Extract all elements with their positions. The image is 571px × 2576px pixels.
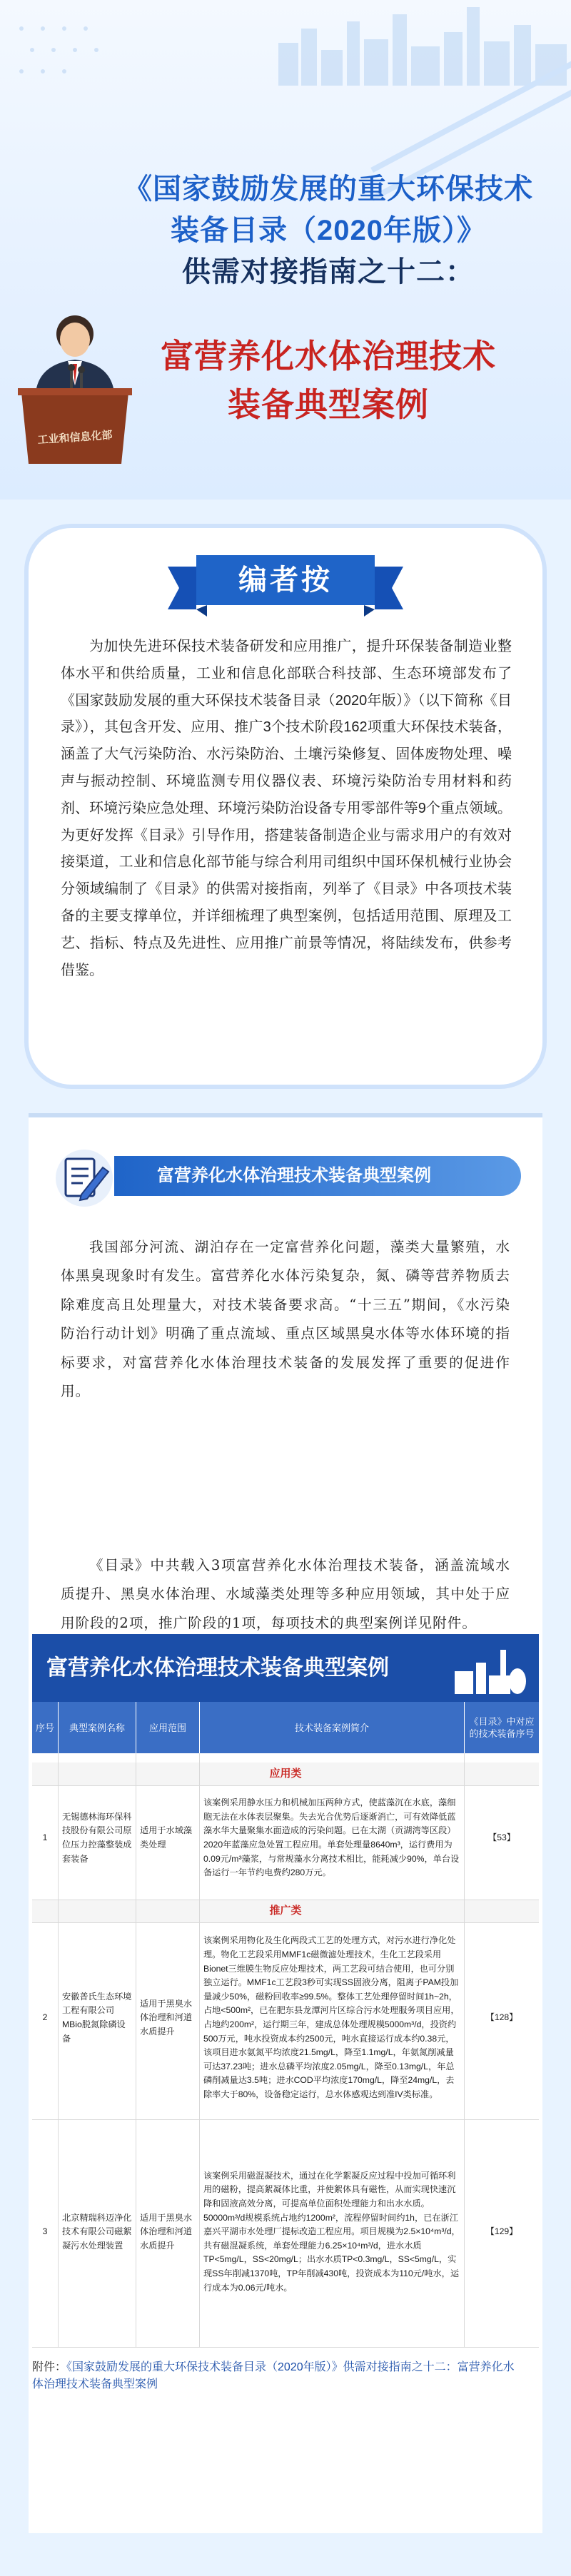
hero-title-line3: 供需对接指南之十二： [182,256,475,288]
header-case-name: 典型案例名称 [59,1702,136,1753]
hero-title-line2: 装备目录（2020年版）》 [171,215,486,246]
hero-banner [0,0,571,500]
podium-label: 工业和信息化部 [37,429,113,447]
row1-name: 无锡德林海环保科技股份有限公司原位压力控藻整装成套装备 [62,1811,132,1864]
row1-ref: 【53】 [488,1832,515,1843]
hero-subtitle-line1: 富营养化水体治理技术 [161,338,496,375]
section-paragraph-2: 《目录》中共载入3项富营养化水体治理技术装备，涵盖流域水质提升、黑臭水体治理、水域藻类处理等多种应用领域，其中处于应用阶段的2项，推广阶段的1项，每项技术的典型案例详见附件。 [61,1557,510,1631]
table-title-bar [32,1634,539,1702]
row1-scope: 适用于水域藻类处理 [140,1825,193,1850]
editor-note-card [29,528,542,1085]
row1-description: 该案例采用静水压力和机械加压两种方式，使蓝藻沉在水底，藻细胞无法在水体表层聚集。失去光合优势后逐渐消亡，可有效降低蓝藻水华大量聚集水面造成的污染问题。已在太湖（贡湖湾等区段）2020年蓝藻应急处置工程应用。单套处理量8640m³，运行费用为0.09元/m³藻浆，与常规藻水分离技术相比，能耗减少90%，单台设备运行一年节约电费约280万元。 [203,1797,460,1878]
footnote [32,2359,517,2393]
header-no: 序号 [32,1702,58,1753]
editor-note-heading: 编者按 [238,564,333,596]
grid-line [464,1753,465,2348]
section-paragraph-1: 我国部分河流、湖泊存在一定富营养化问题，藻类大量繁殖，水体黑臭现象时有发生。富营养化水体污染复杂，氮、磷等营养物质去除难度高且处理量大，对技术装备要求高。“十三五”期间，《水污染防治行动计划》明确了重点流域、重点区域黑臭水体等水体环境的指标要求，对富营养化水体治理技术装备的发展发挥了重要的促进作用。 [61,1239,510,1400]
grid-line [199,1753,200,2348]
podium-speaker-illustration [7,300,143,471]
row2-name: 安徽普氏生态环境工程有限公司MBio脱氮除磷设备 [62,1991,132,2044]
grid-line [32,1785,539,1786]
row2-description: 该案例采用物化及生化两段式工艺的处理方式，对污水进行净化处理。物化工艺段采用MMF1c磁微滤处理技术，生化工艺段采用Bionet三维膜生物反应处理技术，两工艺段可结合使用，也可分别独立运行。MMF1c工艺段3秒可实现SS固液分离，阻离子PAM投加量减少50%，磁粉回收率≥99.5%。整体工艺处理停留时间1h~2h，占地<500m²，已在肥东县龙潭河片区综合污水处理服务项目应用，占地约200m²，运行期三年，建成总体处理规模5000m³/d，投资约500万元，吨水投资成本约2500元，吨水直接运行成本约0.38元，该项目进水氨氮平均浓度21.5mg/L，降至1.1mg/L，年氨氮削减量可达37.23吨；进水总磷平均浓度2.05mg/L，降至0.13mg/L，年总磷削减量达3.5吨；进水COD平均浓度170mg/L，降至24mg/L，去除率大于80%，设备稳定运行，总水体感观达到准IV类标准。 [203,1935,460,2099]
hero-title-line1: 《国家鼓励发展的重大环保技术 [123,173,533,205]
section-heading: 富营养化水体治理技术装备典型案例 [157,1166,431,1185]
footnote-label: 附件： [32,2361,67,2373]
footnote-text: 《国家鼓励发展的重大环保技术装备目录（2020年版）》供需对接指南之十二：富营养化水体治理技术装备典型案例 [32,2361,515,2390]
row1-no: 1 [42,1832,48,1843]
row2-ref: 【128】 [485,2012,518,2023]
header-catalog-ref: 《目录》中对应的技术装备序号 [465,1702,539,1753]
pen-document-icon [50,1146,118,1210]
grid-line [32,2119,539,2120]
row3-scope: 适用于黑臭水体治理和河道水质提升 [140,2212,193,2251]
grid-line [58,1753,59,2348]
editor-note-paragraph: 为加快先进环保技术装备研发和应用推广，提升环保装备制造业整体水平和供给质量，工业和信息化部联合科技部、生态环境部发布了《国家鼓励发展的重大环保技术装备目录（2020年版）》（以下简称《目录》），其包含开发、应用、推广3个技术阶段162项重大环保技术装备，涵盖了大气污染防治、水污染防治、土壤污染修复、固体废物处理、噪声与振动控制、环境监测专用仪器仪表、环境污染防治专用材料和药剂、环境污染应急处理、环境污染防治设备专用零部件等9个重点领域。为更好发挥《目录》引导作用，搭建装备制造企业与需求用户的有效对接渠道，工业和信息化部节能与综合利用司组织中国环保机械行业协会分领域编制了《目录》的供需对接指南，列举了《目录》中各项技术装备的主要支撑单位，并详细梳理了典型案例，包括适用范围、原理及工艺、指标、特点及先进性、应用推广前景等情况，将陆续发布，供参考借鉴。 [61,639,512,978]
row3-ref: 【129】 [485,2226,518,2237]
header-description: 技术装备案例简介 [200,1702,464,1753]
category-promote: 推广类 [32,1900,539,1922]
grid-line [32,2347,539,2348]
row3-description: 该案例采用磁混凝技术，通过在化学絮凝反应过程中投加可循环利用的磁粉，提高絮凝体比重，并使絮体具有磁性，从而实现快速沉降和固液高效分离，可提高单位面积处理能力和出水水质。50000m³/d规模系统占地约1200m²，流程停留时间约1h，已在浙江嘉兴平湖市水处理厂提标改造工程应用。项目规模为2.5×10⁴m³/d，共有磁混凝系统，单套处理能力6.25×10⁴m³/d，进水水质TP<5mg/L，SS<20mg/L；出水水质TP<0.3mg/L，SS<5mg/L，实现SS年削减1370吨，TP年削减430吨，投资成本为110元/吨水，运行成本为0.06元/吨水。 [203,2170,460,2293]
table-title: 富营养化水体治理技术装备典型案例 [46,1656,389,1680]
case-table [32,1634,539,2348]
header-scope: 应用范围 [136,1702,199,1753]
section-header [50,1146,521,1210]
row2-no: 2 [42,2012,48,2023]
category-apply: 应用类 [32,1763,539,1785]
factory-icon [450,1644,529,1694]
row3-name: 北京精瑞科迈净化技术有限公司磁絮凝污水处理装置 [62,2212,132,2251]
grid-line [32,1922,539,1923]
hero-subtitle-line2: 装备典型案例 [228,386,429,423]
row2-scope: 适用于黑臭水体治理和河道水质提升 [140,1998,193,2037]
row3-no: 3 [42,2226,48,2237]
city-skyline-decoration [264,0,571,86]
dot-pattern-decoration [14,21,193,100]
